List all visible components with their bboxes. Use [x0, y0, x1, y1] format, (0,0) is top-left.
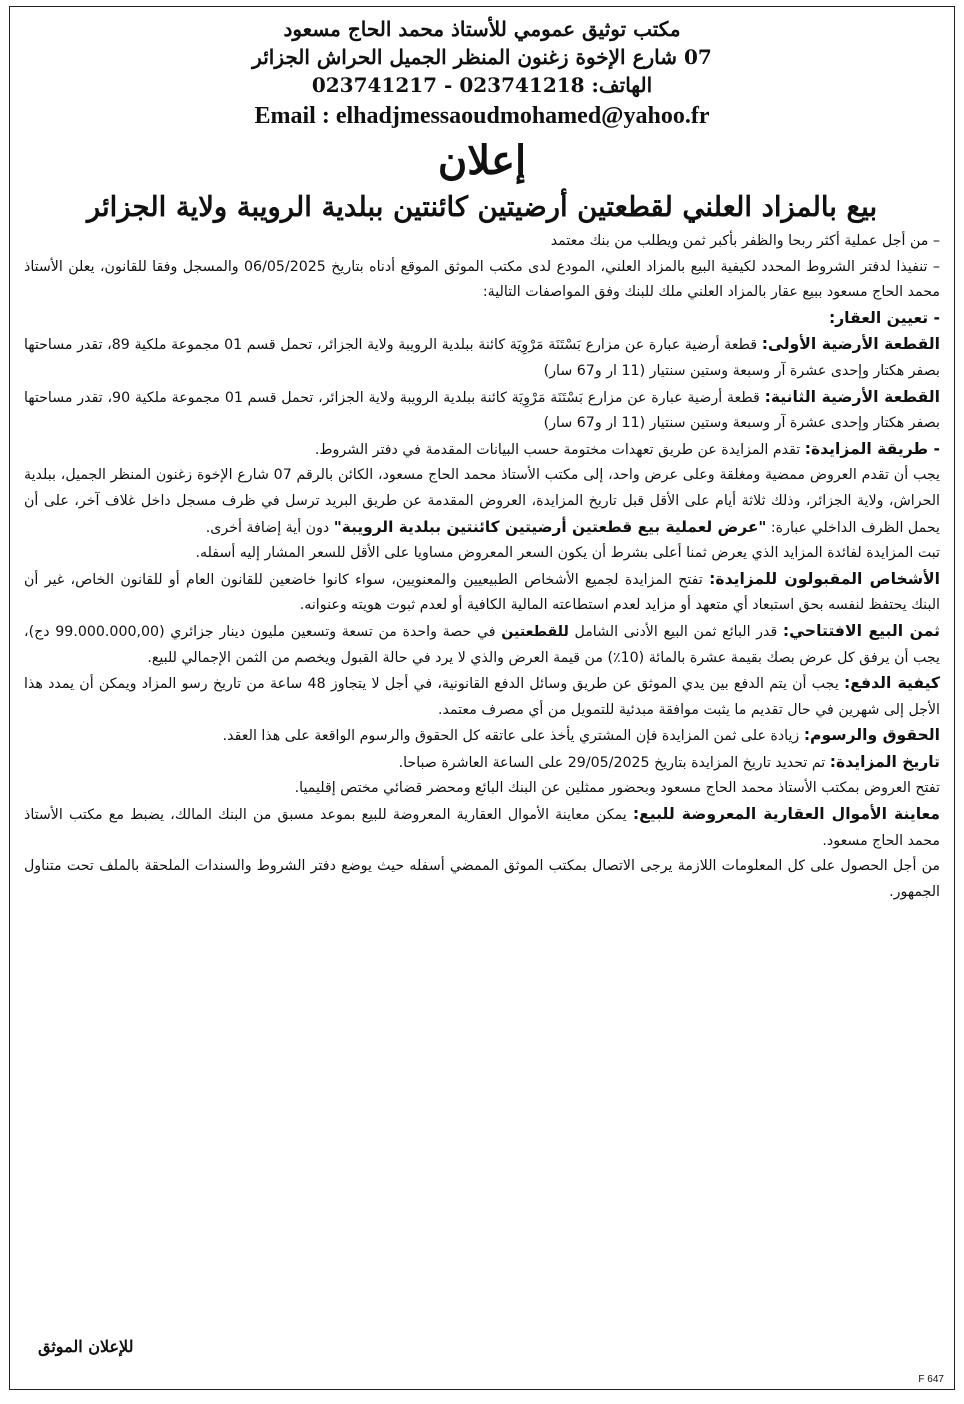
method-text: تقدم المزايدة عن طريق تعهدات مختومة حسب البيانات المقدمة في دفتر الشروط. [314, 441, 801, 458]
inspection-text: يمكن معاينة الأموال العقارية المعروضة للبيع بموعد مسبق من البنك المالك، يضبط مع مكتب الأستاذ محمد الحاج مسعود. [24, 807, 940, 849]
fees-label: الحقوق والرسوم: [803, 726, 940, 745]
payment-section [24, 671, 940, 723]
lot-2-label: القطعة الأرضية الثانية: [764, 387, 940, 406]
property-section [24, 306, 940, 333]
announcement-title: إعلان [437, 137, 527, 184]
ad-code: F 647 [918, 1374, 944, 1385]
intro-line: – من أجل عملية أكثر ربحا والظفر بأكبر ثمن ويطلب من بنك معتمد [550, 233, 940, 249]
date-text: تم تحديد تاريخ المزايدة بتاريخ 29/05/2025 على الساعة العاشرة صباحا. [398, 754, 826, 771]
date-section [24, 750, 940, 777]
award-paragraph: تبت المزايدة لفائدة المزايد الذي يعرض ثمنا أعلى بشرط أن يكون السعر المعروض مساويا على الأقل للسعر المشار إليه أسفله. [195, 545, 940, 562]
offers-quote: "عرض لعملية بيع قطعتين أرضيتين كائنتين ببلدية الرويبة" [333, 517, 767, 536]
info-paragraph: من أجل الحصول على كل المعلومات اللازمة يرجى الاتصال بمكتب الموثق الممضي أسفله حيث يوضع دفتر الشروط والسندات الملحقة بالملف تحت متناول الجمهور. [24, 858, 940, 900]
fees-text: زيادة على ثمن المزايدة فإن المشتري يأخذ على عاتقه كل الحقوق والرسوم الواقعة على هذا العقد. [222, 728, 800, 745]
office-phone: الهاتف: 023741218 - 023741217 [311, 73, 653, 97]
price-section [24, 619, 940, 671]
persons-label: الأشخاص المقبولون للمزايدة: [709, 569, 940, 588]
date-label: تاريخ المزايدة: [829, 752, 940, 771]
announcement-footer [10, 1331, 954, 1389]
lot-1-label: القطعة الأرضية الأولى: [761, 335, 940, 354]
office-name: مكتب توثيق عمومي للأستاذ محمد الحاج مسعود [283, 17, 681, 41]
price-text-b: في حصة واحدة من تسعة وتسعين مليون دينار جزائري (99.000.000,00 دج)، يجب أن يرفق كل عرض بصك بقيمة عشرة بالمائة (10٪) من قيمة العرض والذي لا يرد في حالة القبول ويخصم من الثمن الإجمالي للبيع. [24, 623, 940, 666]
opening-paragraph: تفتح العروض بمكتب الأستاذ محمد الحاج مسعود وبحضور ممثلين عن البنك البائع ومحضر قضائي مختص إقليميا. [294, 780, 940, 797]
announcement-page [9, 6, 955, 1390]
payment-label: كيفية الدفع: [844, 674, 940, 693]
lot-1-text: قطعة أرضية عبارة عن مزارع بَسْتَنَة مَرْوِيَة كائنة ببلدية الرويبة ولاية الجزائر، تحمل قسم 01 مجموعة ملكية 89، تقدر مساحتها بصفر هكتار وإحدى عشرة آر وسبعة وستين سنتيار (11 ار و67 سار) [24, 337, 940, 379]
fees-section [24, 723, 940, 750]
inspection-label: معاينة الأموال العقارية المعروضة للبيع: [632, 805, 941, 824]
price-text-a: قدر البائع ثمن البيع الأدنى الشامل [574, 623, 778, 640]
persons-text: تفتح المزايدة لجميع الأشخاص الطبيعيين والمعنويين، سواء كانوا خاضعين للقانون العام أو للقانون الخاص، غير أن البنك يحتفظ لنفسه بحق استبعاد أي متعهد أو مزايد لعدم استطاعته المالية الكافية أو لعدم ثبوت هويته وعنوانه. [24, 571, 940, 614]
intro-paragraph: – تنفيذا لدفتر الشروط المحدد لكيفية البيع بالمزاد العلني، المودع لدى مكتب الموثق الموقع أدناه بتاريخ 06/05/2025 والمسجل وفقا للقانون، يعلن الأستاذ محمد الحاج مسعود ببيع عقار بالمزاد العلني ملك للبنك وفق المواصفات التالية: [24, 258, 940, 301]
price-bold: للقطعتين [501, 623, 569, 640]
notary-signature: للإعلان الموثق [38, 1337, 134, 1356]
property-heading: - تعيين العقار: [828, 308, 940, 327]
offers-text-b: دون أية إضافة أخرى. [205, 519, 330, 536]
offers-text-a: يجب أن تقدم العروض ممضية ومغلقة وعلى عرض واحد، إلى مكتب الأستاذ محمد الحاج مسعود، الكائن بالرقم 07 شارع الإخوة زغنون المنظر الجميل، ببلدية الحراش، ولاية الجزائر، وذلك ثلاثة أيام على الأقل قبل تاريخ المزايدة، العروض المقدمة عن طريق البريد ترسل في ظرف مسجل داخل غلاف آخر، على أن يحمل الظرف الداخلي عبارة: [24, 467, 940, 536]
notary-header [10, 7, 954, 227]
price-label: ثمن البيع الافتتاحي: [782, 621, 941, 640]
lot-1 [24, 332, 940, 384]
announcement-subtitle: بيع بالمزاد العلني لقطعتين أرضيتين كائنتين ببلدية الرويبة ولاية الجزائر [86, 191, 878, 223]
lot-2-text: قطعة أرضية عبارة عن مزارع بَسْتَنَة مَرْوِيَة كائنة ببلدية الرويبة ولاية الجزائر، تحمل قسم 01 مجموعة ملكية 90، تقدر مساحتها بصفر هكتار وإحدى عشرة آر وسبعة وستين سنتيار (11 ار و67 سار) [24, 389, 940, 432]
method-label: - طريقة المزايدة: [804, 439, 940, 458]
persons-section [24, 567, 940, 619]
lot-2 [24, 385, 940, 437]
payment-text: يجب أن يتم الدفع بين يدي الموثق عن طريق وسائل الدفع القانونية، في أجل لا يتجاوز 48 ساعة من تاريخ رسو المزاد ويمكن أن يمدد هذا الأجل إلى شهرين في حال تقديم ما يثبت موافقة مبدئية للتمويل من أي مصرف معتمد. [24, 676, 940, 718]
method-section [24, 437, 940, 464]
offers-paragraph [24, 463, 940, 541]
office-address: 07 شارع الإخوة زغنون المنظر الجميل الحراش الجزائر [252, 45, 712, 69]
inspection-section [24, 802, 940, 854]
office-email: Email : elhadjmessaoudmohamed@yahoo.fr [254, 103, 710, 129]
announcement-body [10, 227, 954, 905]
